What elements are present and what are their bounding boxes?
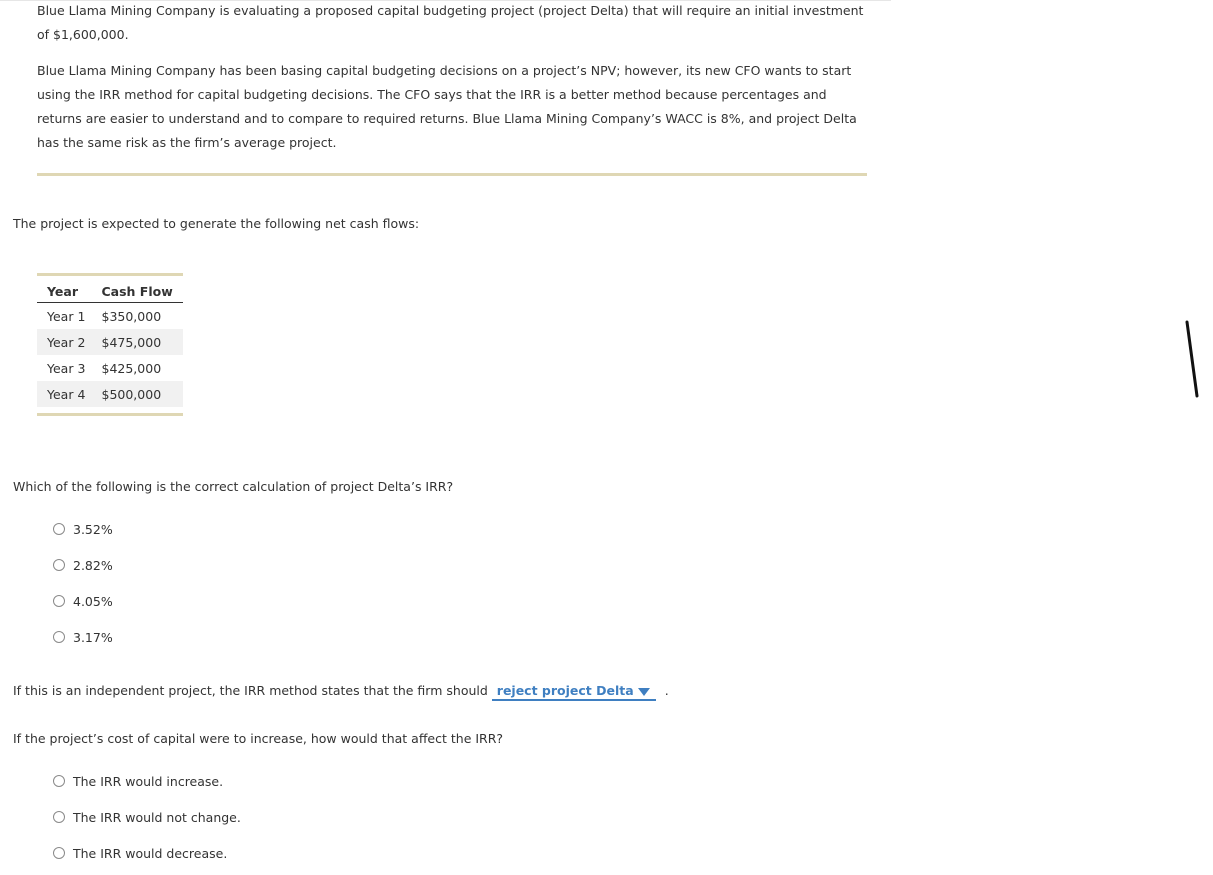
row-year: Year 3 — [47, 360, 86, 376]
radio-button[interactable] — [53, 523, 65, 535]
table-row — [37, 329, 183, 355]
cash-flow-table — [37, 273, 183, 416]
row-year: Year 4 — [37, 381, 92, 407]
intro-paragraph-2: Blue Llama Mining Company has been basing capital budgeting decisions on a project’s NPV; however, its new CFO wants to start using the IRR method for capital budgeting decisions. The CFO says that the IRR is a better method because percentages and returns are easier to understand and to compare to required returns. Blue Llama Mining Company’s WACC is 8%, and project Delta has the same risk as the firm’s average project. — [37, 63, 857, 150]
option-label: The IRR would decrease. — [73, 845, 228, 861]
sentence-period: . — [664, 683, 669, 698]
row-cash-flow: $425,000 — [101, 360, 162, 376]
row-year: Year 2 — [37, 329, 92, 355]
radio-button[interactable] — [53, 847, 65, 859]
cost-of-capital-question-prompt: If the project’s cost of capital were to increase, how would that affect the IRR? — [13, 731, 504, 746]
header-cash-flow: Cash Flow — [92, 281, 184, 303]
option-label: 2.82% — [73, 557, 113, 573]
radio-button[interactable] — [53, 775, 65, 787]
irr-options — [53, 511, 113, 655]
cash-flow-intro: The project is expected to generate the following net cash flows: — [13, 216, 420, 231]
row-cash-flow: $350,000 — [101, 308, 162, 324]
header-year: Year — [37, 281, 92, 303]
irr-option[interactable] — [53, 511, 113, 547]
section-divider — [37, 173, 867, 176]
radio-button[interactable] — [53, 559, 65, 571]
decision-prompt: If this is an independent project, the IRR method states that the firm should — [13, 683, 488, 698]
problem-intro — [37, 0, 867, 155]
option-label: 4.05% — [73, 593, 113, 609]
option-label: The IRR would increase. — [73, 773, 224, 789]
decision-question — [13, 683, 669, 701]
table-row — [37, 381, 183, 407]
table-row — [37, 303, 183, 330]
row-year: Year 1 — [47, 308, 86, 324]
option-label: 3.17% — [73, 629, 113, 645]
pen-stroke-mark — [1185, 320, 1205, 400]
row-cash-flow: $500,000 — [92, 381, 184, 407]
decision-dropdown[interactable] — [492, 683, 656, 701]
dropdown-caret-icon[interactable] — [638, 688, 650, 696]
intro-paragraph-1: Blue Llama Mining Company is evaluating a proposed capital budgeting project (project Delta) that will require an initial investment of $1,600,000. — [37, 3, 864, 42]
irr-option[interactable] — [53, 547, 113, 583]
option-label: The IRR would not change. — [73, 809, 241, 825]
radio-button[interactable] — [53, 811, 65, 823]
irr-question-prompt: Which of the following is the correct calculation of project Delta’s IRR? — [13, 479, 454, 494]
radio-button[interactable] — [53, 631, 65, 643]
table-header-row — [37, 281, 183, 303]
table-row — [37, 355, 183, 381]
irr-option[interactable] — [53, 583, 113, 619]
irr-option[interactable] — [53, 619, 113, 655]
irr-effect-option[interactable] — [53, 799, 241, 835]
irr-effect-option[interactable] — [53, 835, 241, 871]
row-cash-flow: $475,000 — [92, 329, 184, 355]
dropdown-selected-value: reject project Delta — [496, 683, 634, 698]
radio-button[interactable] — [53, 595, 65, 607]
irr-effect-option[interactable] — [53, 763, 241, 799]
option-label: 3.52% — [73, 521, 113, 537]
irr-effect-options — [53, 763, 241, 871]
